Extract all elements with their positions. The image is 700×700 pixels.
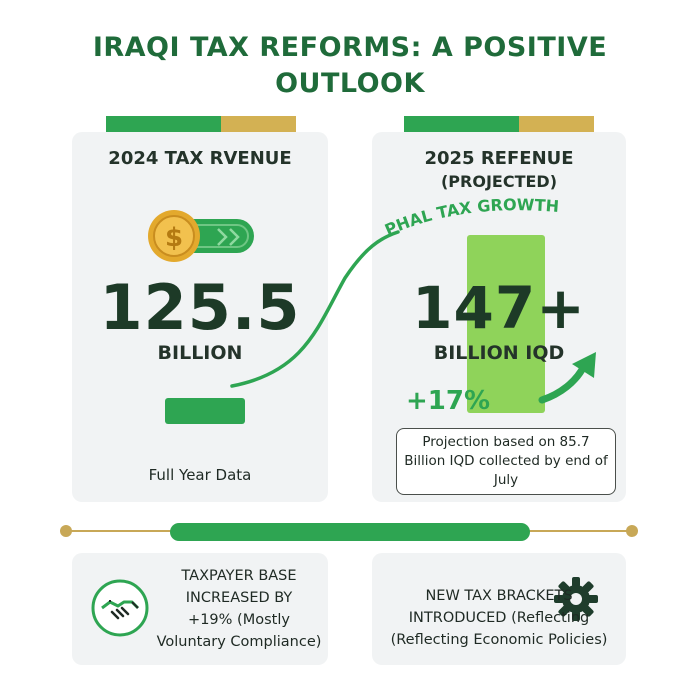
projection-note (396, 428, 616, 495)
taxpayer-line-3: +19% (Mostly (188, 612, 290, 628)
brackets-line-2: INTRODUCED (Reflecting (408, 610, 590, 626)
card-2024-revenue (72, 132, 328, 502)
card-2025-title: 2025 REFENUE (424, 148, 574, 169)
growth-arrow-icon (538, 348, 602, 408)
card-taxpayer-base (72, 553, 328, 665)
brackets-line-1: NEW TAX BRACKETS (425, 588, 573, 604)
taxpayer-line-4: Voluntary Compliance) (156, 634, 322, 650)
page-title-line-1: IRAQI TAX REFORMS: A POSITIVE (92, 32, 608, 63)
taxpayer-text (156, 565, 322, 653)
revenue-2024-value: 125.5 (99, 271, 301, 344)
page-title-line-2: OUTLOOK (275, 68, 425, 99)
revenue-2025-value: 147+ (412, 274, 586, 342)
card-accent-bar-left (106, 116, 296, 133)
coin-cash-icon (146, 202, 256, 272)
projection-note-line-1: Projection based on 85.7 (422, 434, 590, 450)
card-tax-brackets (372, 553, 626, 665)
card-2024-title: 2024 TAX RVENUE (108, 148, 292, 169)
revenue-2024-unit: BILLION (157, 342, 243, 364)
growth-label: PHAL TAX GROWTH (381, 195, 560, 240)
card-2024-footer: Full Year Data (148, 466, 252, 484)
projection-note-line-3: July (493, 472, 519, 488)
brackets-text (378, 585, 620, 651)
revenue-2025-unit: BILLION IQD (433, 342, 565, 364)
growth-percent: +17% (406, 386, 491, 416)
card-2025-revenue (372, 132, 626, 502)
divider-progress-bar (170, 523, 530, 541)
handshake-icon (90, 578, 150, 638)
brackets-line-3: (Reflecting Economic Policies) (390, 632, 608, 648)
svg-text:$: $ (164, 223, 184, 253)
taxpayer-line-2: INCREASED BY (185, 590, 293, 606)
revenue-2024-bar (165, 398, 245, 424)
page-title (0, 30, 700, 102)
projection-note-line-2: Billion IQD collected by end of (404, 453, 608, 469)
taxpayer-line-1: TAXPAYER BASE (181, 568, 297, 584)
card-2025-subtitle: (PROJECTED) (440, 172, 558, 191)
card-accent-bar-right (404, 116, 594, 133)
divider-dot-right (626, 525, 638, 537)
divider-dot-left (60, 525, 72, 537)
